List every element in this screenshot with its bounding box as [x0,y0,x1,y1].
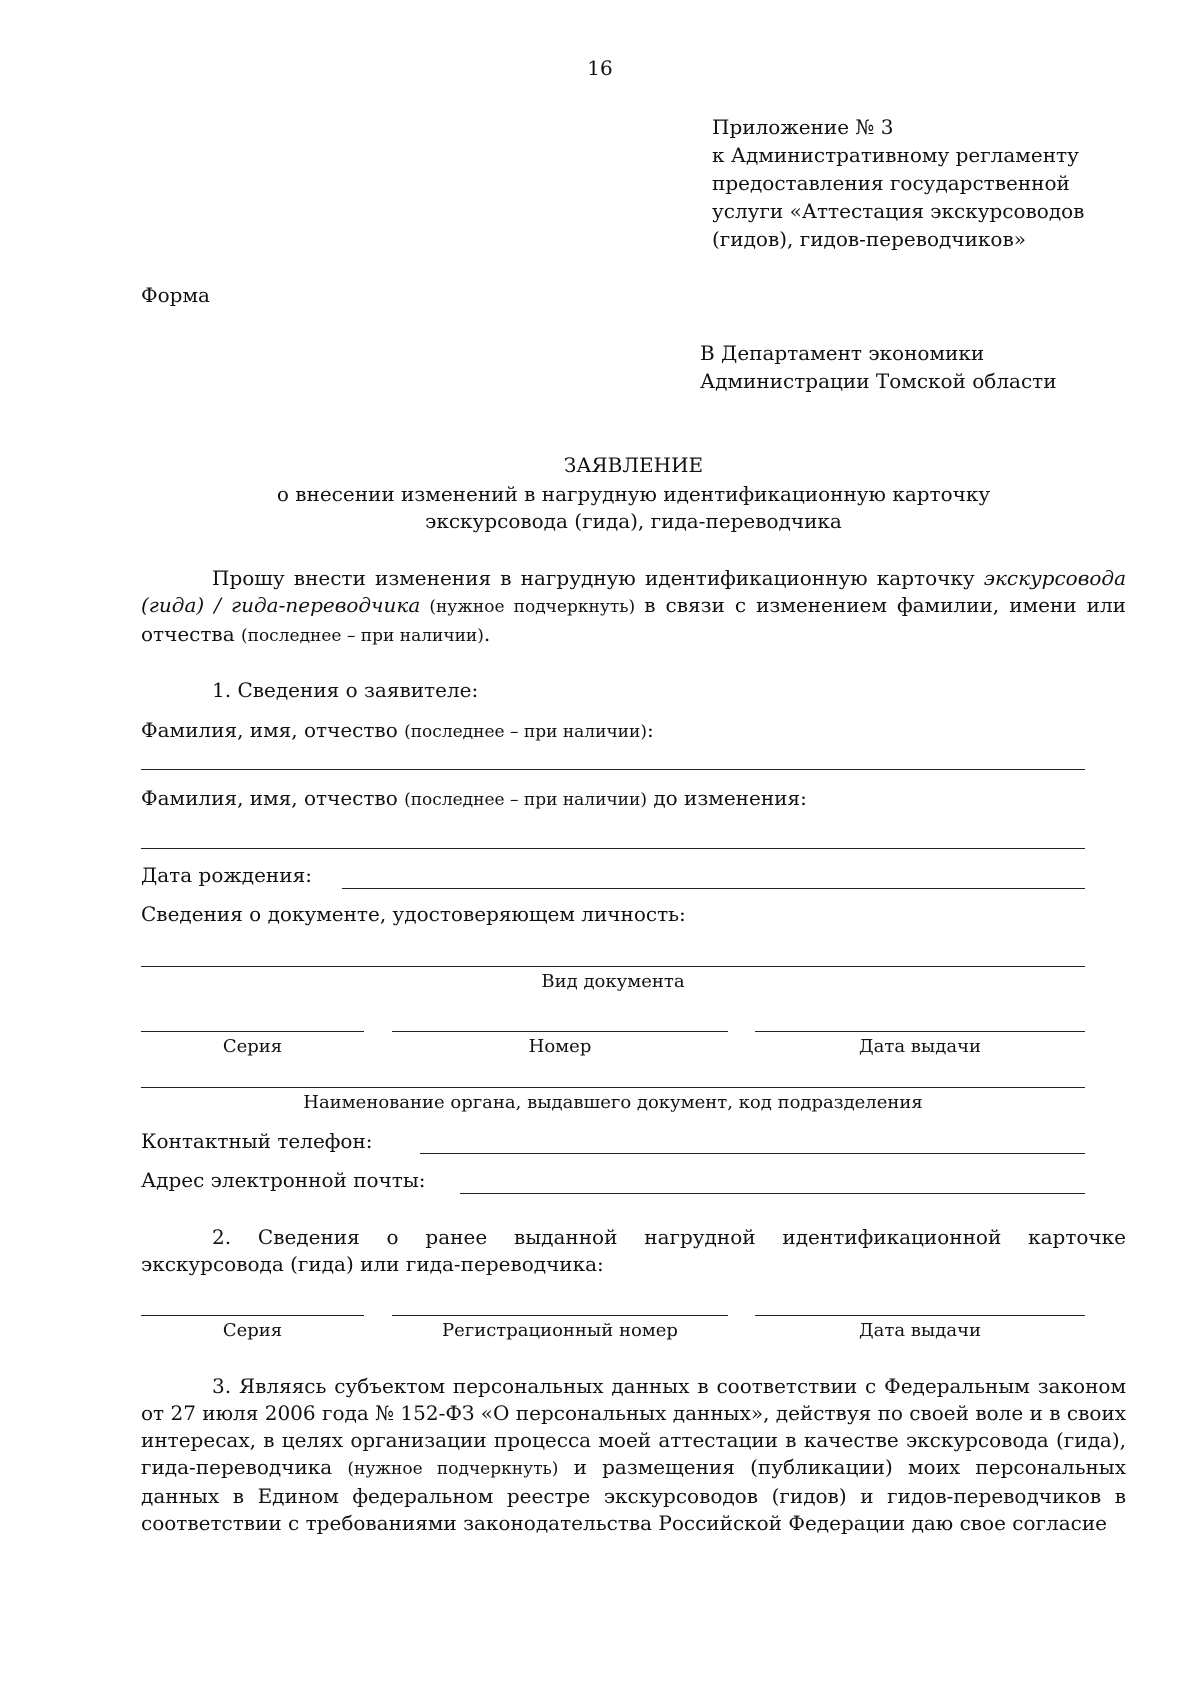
section2-heading: 2. Сведения о ранее выданной нагрудной идентификационной карточке экскурсовода (гида) или гида-переводчика: [141,1225,1126,1276]
birth-date-label: Дата рождения: [141,863,312,887]
addressee-line: В Департамент экономики [700,341,985,365]
section3-note: (нужное подчеркнуть) [347,1459,559,1479]
form-label: Форма [141,283,210,307]
intro-italic: экскурсовода (гида) / гида-переводчика [141,566,1126,617]
card-reg-number-field-line[interactable] [392,1315,728,1316]
addressee-line: Администрации Томской области [700,369,1057,393]
doc-issue-date-field-line[interactable] [755,1031,1085,1032]
intro-paragraph [141,565,1126,650]
doc-type-caption: Вид документа [541,971,685,992]
card-issue-date-caption: Дата выдачи [859,1320,981,1341]
birth-date-field-line[interactable] [342,888,1085,889]
intro-note: (нужное подчеркнуть) [420,597,645,617]
doc-number-caption: Номер [528,1036,592,1057]
subtitle-line: о внесении изменений в нагрудную идентификационную карточку [276,482,991,506]
fio-before-label [141,786,807,810]
id-document-label: Сведения о документе, удостоверяющем личность: [141,902,686,926]
doc-series-field-line[interactable] [141,1031,364,1032]
section2-paragraph [141,1224,1126,1278]
fio-before-field-line[interactable] [141,848,1085,849]
appendix-line: Приложение № 3 [712,115,894,139]
fio-label-text: Фамилия, имя, отчество [141,718,405,742]
card-reg-number-caption: Регистрационный номер [442,1320,678,1341]
doc-number-field-line[interactable] [392,1031,728,1032]
document-title: ЗАЯВЛЕНИЕ [563,453,704,477]
section3-text: 3. Являясь субъектом персональных данных в соответствии с Федеральным законом от 27 июля 2006 года № 152-ФЗ «О персональных данных», действуя по своей воле и в своих интересах, в целях организации процесса моей аттестации в качестве экскурсовода (гида), гида-переводчика [141,1374,1126,1479]
card-series-caption: Серия [222,1320,283,1341]
doc-type-field-line[interactable] [141,966,1085,967]
intro-text-end: . [483,622,491,646]
fio-note: (последнее – при наличии) [404,722,647,742]
subtitle-line: экскурсовода (гида), гида-переводчика [425,509,842,533]
section1-heading: 1. Сведения о заявителе: [212,678,479,702]
appendix-line: предоставления государственной [712,171,1070,195]
addressee [700,339,1057,395]
intro-text-mid: в связи с изменением фамилии, имени или отчества [141,593,1126,646]
section3-text-end: и размещения (публикации) моих персональных данных в Едином федеральном реестре экскурсоводов (гидов) и гидов-переводчиков в соответствии с требованиями законодательства Российской Федерации даю свое согласие [141,1455,1126,1535]
fio-before-note: (последнее – при наличии) [404,790,647,810]
intro-note2: (последнее – при наличии) [240,626,484,646]
appendix-line: (гидов), гидов-переводчиков» [712,227,1026,251]
intro-text: Прошу внести изменения в нагрудную идентификационную карточку [212,566,984,590]
fio-label [141,718,654,742]
email-field-line[interactable] [460,1193,1085,1194]
appendix-note [712,113,1132,253]
fio-field-line[interactable] [141,769,1085,770]
phone-label: Контактный телефон: [141,1129,373,1153]
document-subtitle [0,481,1200,535]
appendix-line: к Административному регламенту [712,143,1079,167]
fio-colon: : [646,718,654,742]
doc-issuer-caption: Наименование органа, выдавшего документ, код подразделения [303,1092,923,1113]
fio-before-label-text: Фамилия, имя, отчество [141,786,405,810]
fio-before-end: до изменения: [646,786,807,810]
doc-issuer-field-line[interactable] [141,1087,1085,1088]
phone-field-line[interactable] [420,1153,1085,1154]
card-series-field-line[interactable] [141,1315,364,1316]
card-issue-date-field-line[interactable] [755,1315,1085,1316]
doc-issue-date-caption: Дата выдачи [859,1036,981,1057]
appendix-line: услуги «Аттестация экскурсоводов [712,199,1085,223]
section3-paragraph [141,1373,1126,1537]
email-label: Адрес электронной почты: [141,1168,426,1192]
doc-series-caption: Серия [222,1036,283,1057]
page-number: 16 [587,56,613,80]
